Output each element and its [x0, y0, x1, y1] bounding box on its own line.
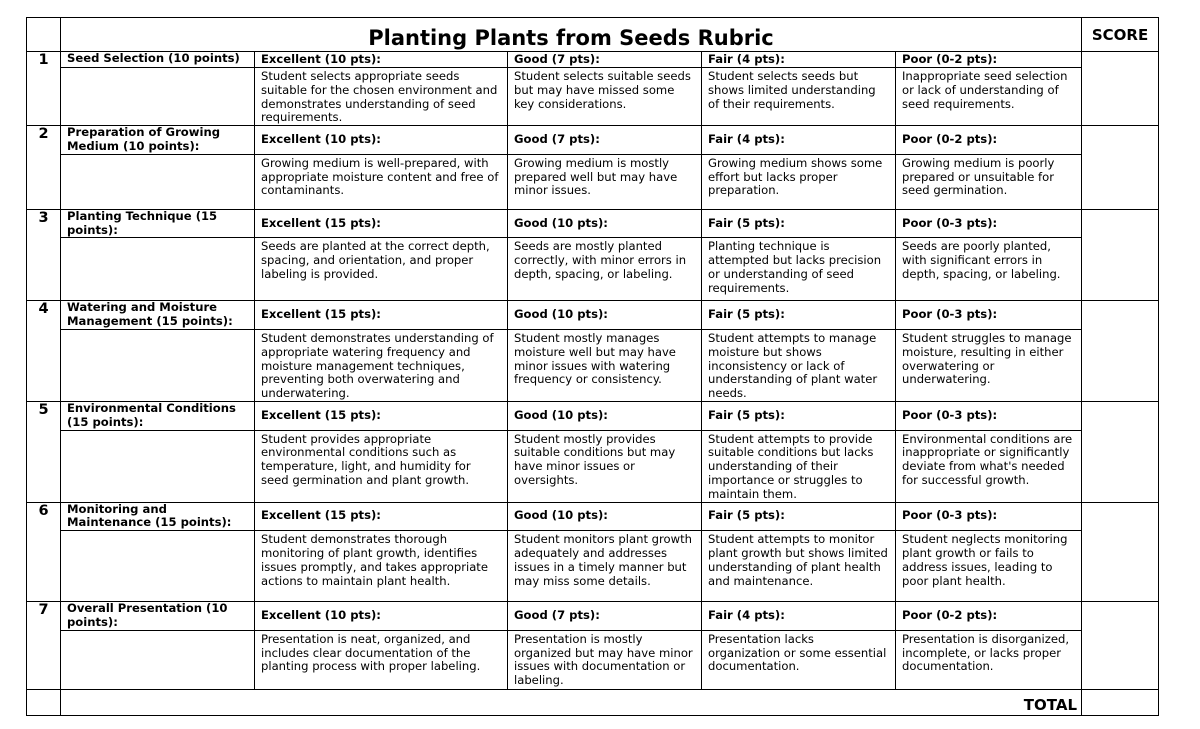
- level-fair: Fair (4 pts):: [702, 52, 896, 68]
- level-poor: Poor (0-3 pts):: [896, 401, 1082, 430]
- title-row: [27, 18, 1159, 52]
- total-score-cell[interactable]: [1082, 689, 1159, 715]
- level-poor: Poor (0-2 pts):: [896, 602, 1082, 631]
- description-good: Student mostly provides suitable conditions but may have minor issues or oversights.: [508, 430, 702, 502]
- criterion-number: 3: [27, 209, 61, 301]
- level-poor: Poor (0-3 pts):: [896, 301, 1082, 330]
- description-poor: Presentation is disorganized, incomplete, or lacks proper documentation.: [896, 630, 1082, 689]
- criterion-blank-cell: [61, 154, 255, 209]
- criterion-name: Overall Presentation (10 points):: [61, 602, 255, 631]
- total-number-cell: [27, 689, 61, 715]
- level-excellent: Excellent (10 pts):: [255, 602, 508, 631]
- criterion-number: 5: [27, 401, 61, 502]
- criterion-description-row: [27, 154, 1159, 209]
- criterion-blank-cell: [61, 531, 255, 602]
- description-poor: Growing medium is poorly prepared or unsuitable for seed germination.: [896, 154, 1082, 209]
- criterion-description-row: [27, 531, 1159, 602]
- description-excellent: Presentation is neat, organized, and includes clear documentation of the planting process with proper labeling.: [255, 630, 508, 689]
- level-poor: Poor (0-3 pts):: [896, 209, 1082, 238]
- score-cell[interactable]: [1082, 126, 1159, 210]
- description-good: Student mostly manages moisture well but may have minor issues with watering frequency or consistency.: [508, 329, 702, 401]
- score-cell[interactable]: [1082, 301, 1159, 402]
- description-excellent: Growing medium is well-prepared, with appropriate moisture content and free of contaminants.: [255, 154, 508, 209]
- score-cell[interactable]: [1082, 602, 1159, 690]
- level-poor: Poor (0-3 pts):: [896, 502, 1082, 531]
- description-excellent: Student provides appropriate environmental conditions such as temperature, light, and humidity for seed germination and plant growth.: [255, 430, 508, 502]
- level-poor: Poor (0-2 pts):: [896, 52, 1082, 68]
- level-fair: Fair (4 pts):: [702, 126, 896, 155]
- rubric-table: [26, 17, 1159, 716]
- total-row: [27, 689, 1159, 715]
- description-fair: Student attempts to manage moisture but shows inconsistency or lack of understanding of plant water needs.: [702, 329, 896, 401]
- description-good: Student selects suitable seeds but may have missed some key considerations.: [508, 68, 702, 126]
- description-fair: Presentation lacks organization or some essential documentation.: [702, 630, 896, 689]
- corner-cell: [27, 18, 61, 52]
- level-excellent: Excellent (15 pts):: [255, 209, 508, 238]
- level-excellent: Excellent (10 pts):: [255, 126, 508, 155]
- description-fair: Student attempts to monitor plant growth but shows limited understanding of plant health and maintenance.: [702, 531, 896, 602]
- level-poor: Poor (0-2 pts):: [896, 126, 1082, 155]
- criterion-level-row: [27, 126, 1159, 155]
- description-fair: Growing medium shows some effort but lacks proper preparation.: [702, 154, 896, 209]
- criterion-description-row: [27, 630, 1159, 689]
- criterion-level-row: [27, 502, 1159, 531]
- page-title: Planting Plants from Seeds Rubric: [61, 18, 1082, 52]
- level-good: Good (10 pts):: [508, 209, 702, 238]
- score-header: SCORE: [1082, 18, 1159, 52]
- total-label: TOTAL: [61, 689, 1082, 715]
- description-good: Presentation is mostly organized but may have minor issues with documentation or labeling.: [508, 630, 702, 689]
- criterion-blank-cell: [61, 630, 255, 689]
- level-good: Good (10 pts):: [508, 301, 702, 330]
- criterion-name: Monitoring and Maintenance (15 points):: [61, 502, 255, 531]
- description-fair: Planting technique is attempted but lacks precision or understanding of seed requirements.: [702, 238, 896, 301]
- criterion-blank-cell: [61, 68, 255, 126]
- criterion-number: 1: [27, 52, 61, 126]
- criterion-blank-cell: [61, 238, 255, 301]
- criterion-level-row: [27, 602, 1159, 631]
- score-cell[interactable]: [1082, 209, 1159, 301]
- description-excellent: Student demonstrates thorough monitoring of plant growth, identifies issues promptly, and takes appropriate actions to maintain plant health.: [255, 531, 508, 602]
- criterion-number: 4: [27, 301, 61, 402]
- level-good: Good (7 pts):: [508, 602, 702, 631]
- description-poor: Student struggles to manage moisture, resulting in either overwatering or underwatering.: [896, 329, 1082, 401]
- level-good: Good (7 pts):: [508, 126, 702, 155]
- description-fair: Student selects seeds but shows limited understanding of their requirements.: [702, 68, 896, 126]
- description-good: Student monitors plant growth adequately and addresses issues in a timely manner but may miss some details.: [508, 531, 702, 602]
- description-excellent: Seeds are planted at the correct depth, spacing, and orientation, and proper labeling is provided.: [255, 238, 508, 301]
- score-cell[interactable]: [1082, 401, 1159, 502]
- level-excellent: Excellent (15 pts):: [255, 401, 508, 430]
- level-good: Good (10 pts):: [508, 502, 702, 531]
- criterion-number: 6: [27, 502, 61, 602]
- criterion-level-row: [27, 401, 1159, 430]
- criterion-description-row: [27, 238, 1159, 301]
- level-excellent: Excellent (10 pts):: [255, 52, 508, 68]
- criterion-level-row: [27, 209, 1159, 238]
- criterion-blank-cell: [61, 430, 255, 502]
- description-poor: Environmental conditions are inappropriate or significantly deviate from what's needed for successful growth.: [896, 430, 1082, 502]
- description-good: Growing medium is mostly prepared well but may have minor issues.: [508, 154, 702, 209]
- criterion-name: Watering and Moisture Management (15 points):: [61, 301, 255, 330]
- description-good: Seeds are mostly planted correctly, with minor errors in depth, spacing, or labeling.: [508, 238, 702, 301]
- criterion-number: 7: [27, 602, 61, 690]
- level-excellent: Excellent (15 pts):: [255, 301, 508, 330]
- criterion-number: 2: [27, 126, 61, 210]
- description-excellent: Student selects appropriate seeds suitable for the chosen environment and demonstrates understanding of seed requirements.: [255, 68, 508, 126]
- level-fair: Fair (5 pts):: [702, 401, 896, 430]
- criterion-name: Seed Selection (10 points): [61, 52, 255, 68]
- criterion-description-row: [27, 68, 1159, 126]
- score-cell[interactable]: [1082, 502, 1159, 602]
- score-cell[interactable]: [1082, 52, 1159, 126]
- level-good: Good (10 pts):: [508, 401, 702, 430]
- criterion-name: Planting Technique (15 points):: [61, 209, 255, 238]
- description-poor: Inappropriate seed selection or lack of understanding of seed requirements.: [896, 68, 1082, 126]
- description-fair: Student attempts to provide suitable conditions but lacks understanding of their importance or struggles to maintain them.: [702, 430, 896, 502]
- level-fair: Fair (5 pts):: [702, 209, 896, 238]
- criterion-level-row: [27, 301, 1159, 330]
- criterion-blank-cell: [61, 329, 255, 401]
- criterion-name: Environmental Conditions (15 points):: [61, 401, 255, 430]
- level-fair: Fair (5 pts):: [702, 301, 896, 330]
- level-excellent: Excellent (15 pts):: [255, 502, 508, 531]
- level-good: Good (7 pts):: [508, 52, 702, 68]
- description-poor: Student neglects monitoring plant growth or fails to address issues, leading to poor plant health.: [896, 531, 1082, 602]
- criterion-name: Preparation of Growing Medium (10 points):: [61, 126, 255, 155]
- description-poor: Seeds are poorly planted, with significant errors in depth, spacing, or labeling.: [896, 238, 1082, 301]
- criterion-description-row: [27, 430, 1159, 502]
- level-fair: Fair (4 pts):: [702, 602, 896, 631]
- level-fair: Fair (5 pts):: [702, 502, 896, 531]
- description-excellent: Student demonstrates understanding of appropriate watering frequency and moisture management techniques, preventing both overwatering and underwatering.: [255, 329, 508, 401]
- criterion-level-row: [27, 52, 1159, 68]
- criterion-description-row: [27, 329, 1159, 401]
